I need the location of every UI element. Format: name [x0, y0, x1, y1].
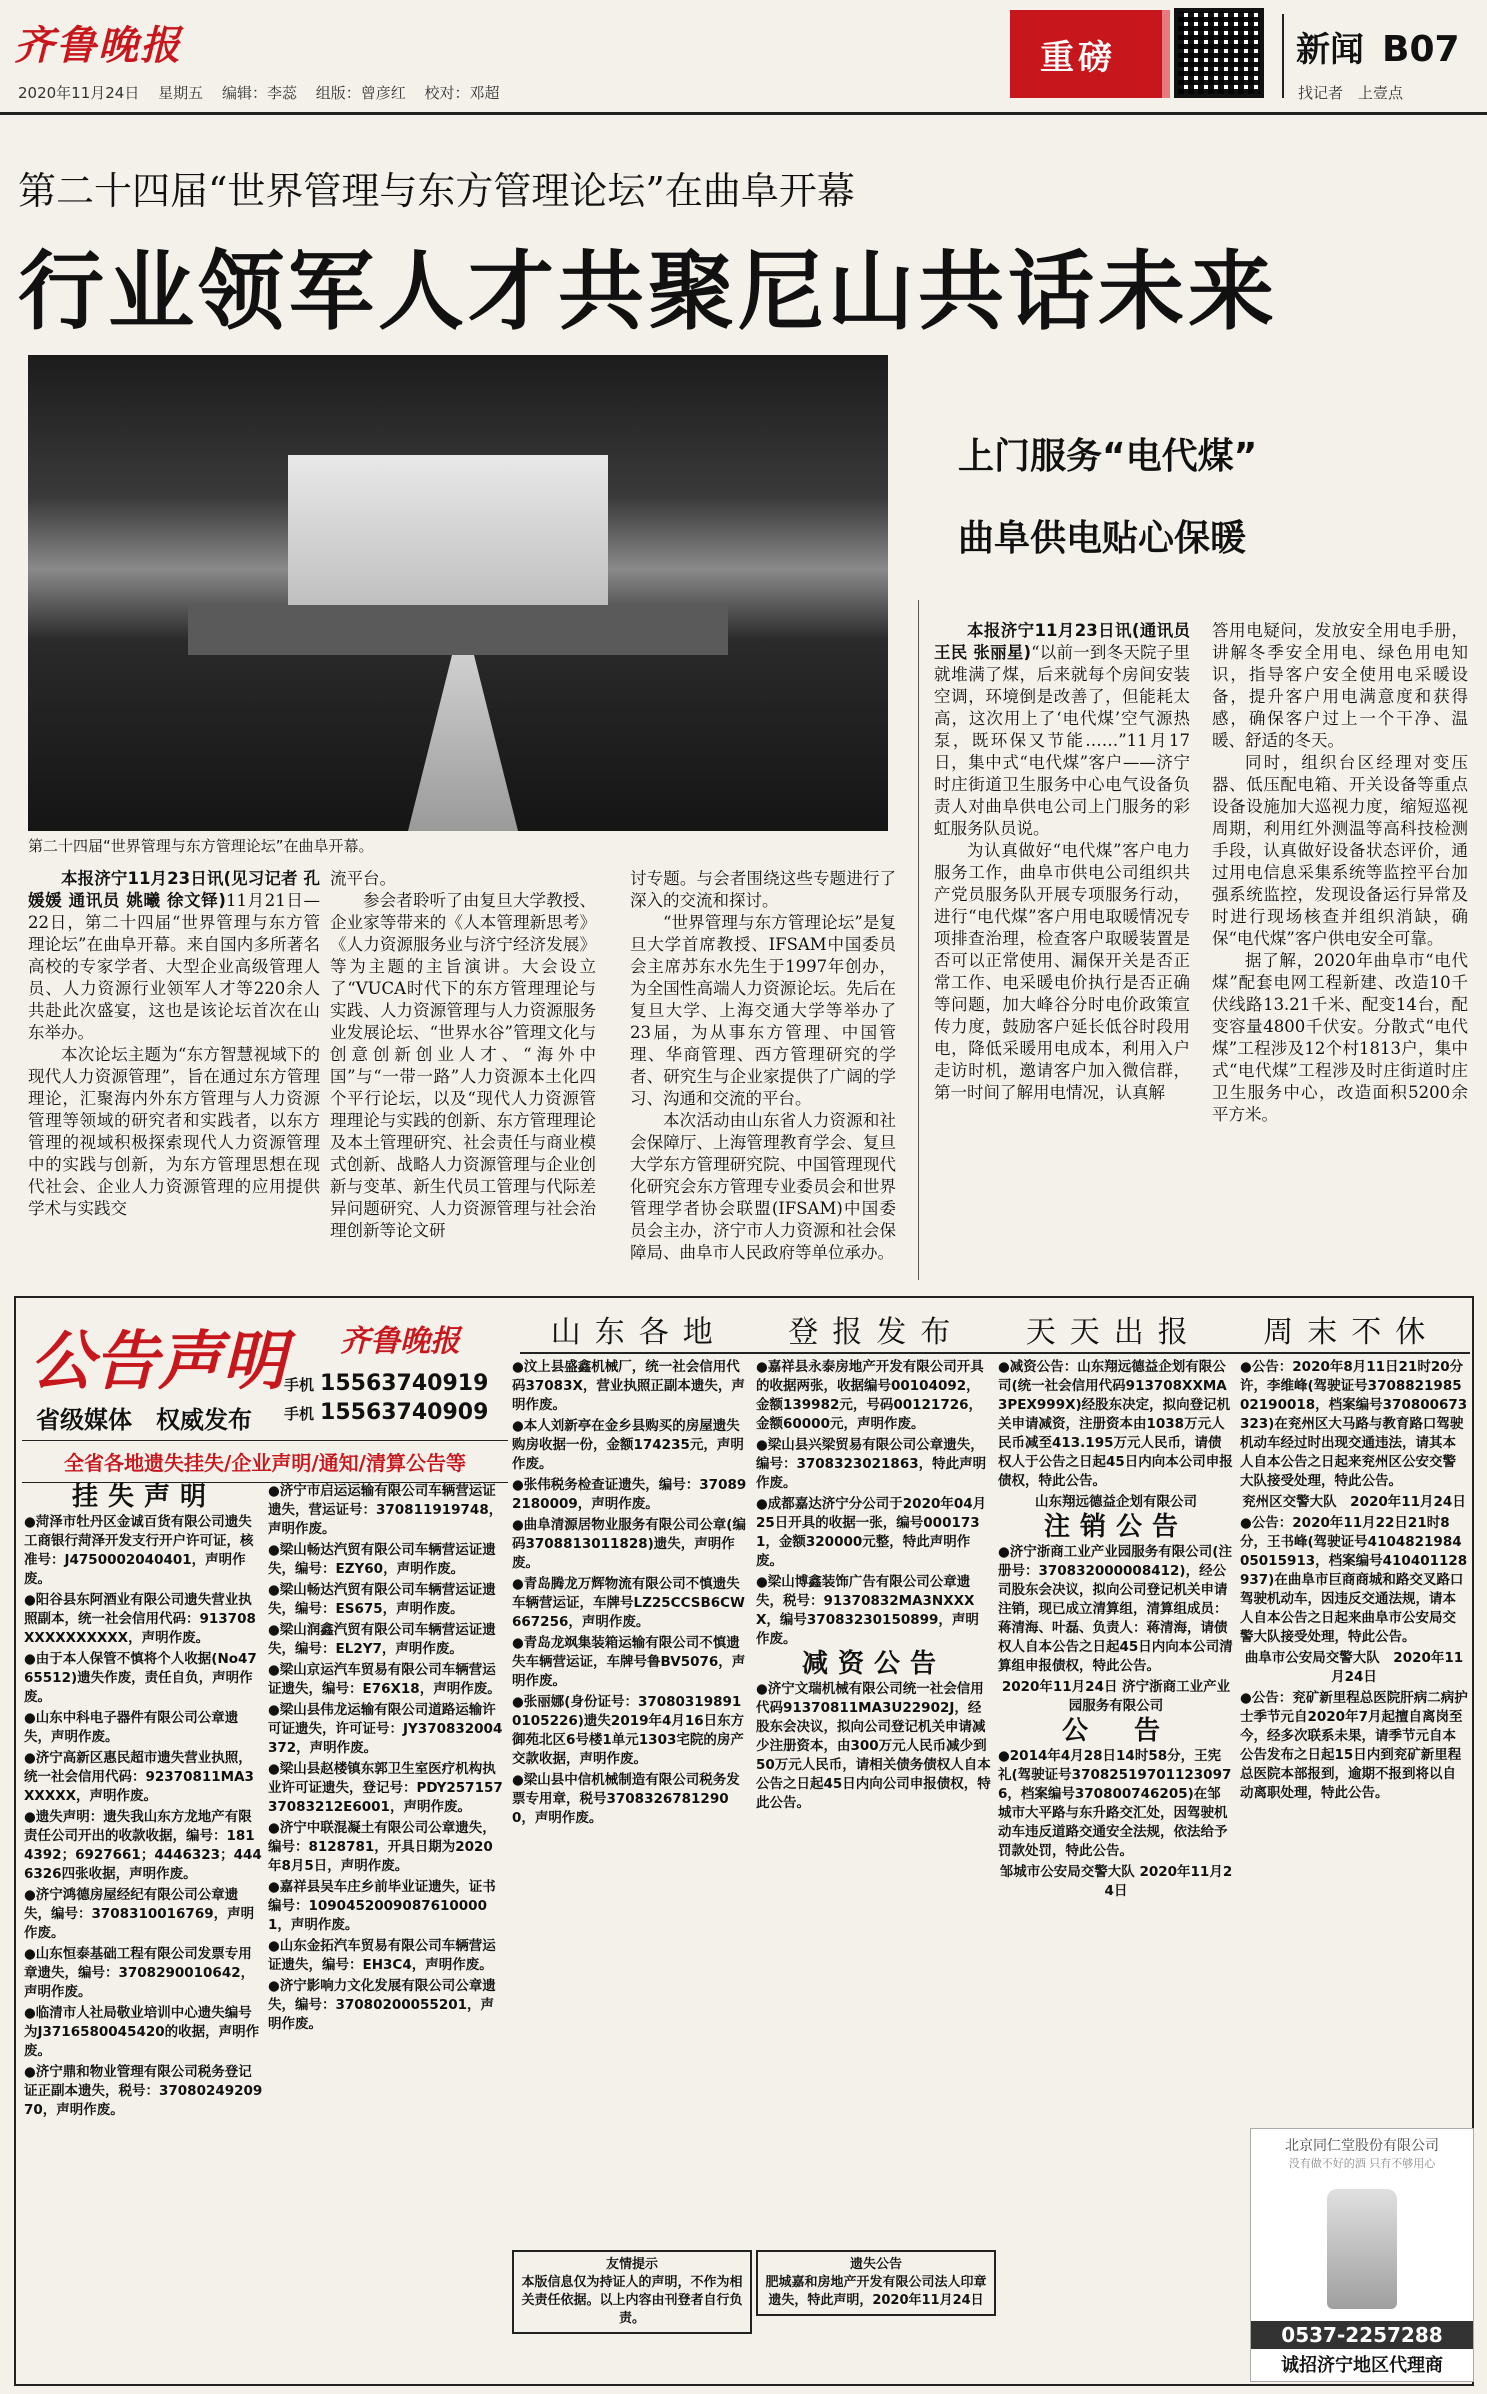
ad-item: ●梁山畅达汽贸有限公司车辆营运证遗失，编号：ES675，声明作废。	[268, 1582, 496, 1617]
side-col-2	[1212, 620, 1468, 1126]
classifieds-logo: 齐鲁晚报	[340, 1324, 460, 1359]
ad-item: ●济宁鼎和物业管理有限公司税务登记证正副本遗失，税号：3708024920970，声明作废。	[24, 2064, 263, 2118]
ad-item: ●济宁浙商工业产业园服务有限公司(注册号：370832000008412)，经公司股东会决议，拟向公司登记机关申请注销，现已成立清算组，清算组成员：蒋清海、叶磊、负责人：蒋清海，请债权人自本公告之日起45日内向本公司清算组申报债权，特此公告。	[998, 1544, 1233, 1674]
ad-item: ●汶上县盛鑫机械厂，统一社会信用代码37083X，营业执照正副本遗失，声明作废。	[512, 1359, 745, 1413]
side-title-2: 曲阜供电贴心保暖	[958, 518, 1247, 559]
liquor-ad-agent: 诚招济宁地区代理商	[1281, 2355, 1443, 2376]
ad-item: ●梁山润鑫汽贸有限公司车辆营运证遗失，编号：EL2Y7，声明作废。	[268, 1622, 496, 1657]
ad-item: ●曲阜清源居物业服务有限公司公章(编码3708813011828)遗失，声明作废。	[512, 1517, 746, 1571]
classifieds-title: 公告声明	[30, 1324, 286, 1399]
side-divider	[918, 600, 919, 1280]
band-item: 周末不休	[1263, 1315, 1440, 1350]
ad-item: ●张丽娜(身份证号：370803198910105226)遗失2019年4月16日东方御苑北区6号楼1单元1303宅院的房产交款收据，声明作废。	[512, 1694, 745, 1767]
lost-notice-title: 遗失公告	[849, 2257, 902, 2272]
ad-signature: 兖州区交警大队 2020年11月24日	[1242, 1494, 1466, 1510]
ad-item: ●济宁高新区惠民超市遗失营业执照，统一社会信用代码：92370811MA3XXXXX，声明作废。	[24, 1750, 254, 1804]
ad-item: ●嘉祥县吴车庄乡前毕业证遗失，证书编号：10904520090876100001，声明作废。	[268, 1879, 496, 1933]
ad-signature: 2020年11月24日 济宁浙商工业产业园服务有限公司	[1001, 1679, 1231, 1714]
issue-date: 2020年11月24日	[18, 84, 140, 102]
ad-item: ●济宁中联混凝土有限公司公章遗失，编号：8128781，开具日期为2020年8月5日，声明作废。	[268, 1820, 496, 1874]
notice-heading: 公 告	[1061, 1716, 1170, 1746]
ad-item: ●济宁鸿德房屋经纪有限公司公章遗失，编号：3708310016769，声明作废。	[24, 1887, 255, 1941]
forum-photo	[28, 355, 888, 831]
editor-credit: 编辑：李蕊	[221, 84, 297, 102]
bottle-icon	[1327, 2189, 1397, 2309]
side-title-1: 上门服务“电代煤”	[958, 436, 1258, 477]
ads-col-f	[1240, 1358, 1468, 1805]
ad-item: ●山东金拓汽车贸易有限公司车辆营运证遗失，编号：EH3C4，声明作废。	[268, 1938, 496, 1973]
header-divider	[1282, 14, 1284, 98]
ad-item: ●梁山县赵楼镇东郭卫生室医疗机构执业许可证遗失，登记号：PDY25715737083212E6001，声明作废。	[268, 1761, 503, 1815]
ad-item: ●减资公告：山东翔远德益企划有限公司(统一社会信用代码913708XXMA3PEX999X)经股东决定，拟向登记机关申请减资，注册资本由1038万元人民币减至413.195万元人民币，请债权人于公告之日起45日内向本公司申报债权，特此公告。	[998, 1359, 1233, 1489]
section-name: 新闻	[1296, 30, 1364, 70]
band-item: 登报发布	[788, 1315, 965, 1350]
ad-item: ●公告：2020年11月22日21时8分，王书峰(驾驶证号410482198405015913，档案编号410401128937)在曲阜市巨商商城和路交叉路口驾驶机动车，因违反交通法规，请本人自本公告之日起来曲阜市公安局交警大队接受处理，特此公告。	[1240, 1515, 1468, 1645]
ad-item: ●成都嘉达济宁分公司于2020年04月25日开具的收据一张，编号0001731，金额320000元整，特此声明作废。	[756, 1496, 987, 1569]
qr-code-icon[interactable]	[1174, 8, 1264, 98]
lead-text-3b: “世界管理与东方管理论坛”是复旦大学首席教授、IFSAM中国委员会主席苏东水先生于1997年创办，为全国性高端人力资源论坛。先后在复旦大学、上海交通大学等举办了23届，为从事东方管理、中国管理、华商管理、西方管理研究的学者、研究生与企业家提供了广阔的学习、沟通和交流的平台。	[630, 913, 896, 1108]
lead-text-2b: 参会者聆听了由复旦大学教授、企业家等带来的《人本管理新思考》《人力资源服务业与济宁经济发展》等为主题的主旨演讲。大会设立了“VUCA时代下的东方管理理论与实践、人力资源管理与人力资源服务业发展论坛、“世界水谷”管理文化与创意创新创业人才、“海外中国”与“一带一路”人力资源本土化四个平行论坛，以及“现代人力资源管理理论与实践的创新、东方管理理论及本土管理研究、社会责任与商业模式创新、战略人力资源管理与企业创新与变革、新生代员工管理与代际差异问题研究、人力资源管理与社会治理创新等论文研	[330, 891, 596, 1240]
ad-item: ●公告：兖矿新里程总医院肝病二病护士季节元自2020年7月起擅自离岗至今，经多次联系未果，请季节元自本公告发布之日起15日内到兖矿新里程总医院本部报到，逾期不报到将以自动离职处理，特此公告。	[1240, 1690, 1468, 1801]
lead-col-2	[330, 868, 596, 1242]
side-text-1b: 为认真做好“电代煤”客户电力服务工作，曲阜市供电公司组织共产党员服务队开展专项服务行动，进行“电代煤”客户用电取暖情况专项排查治理，检查客户取暖装置是否可以正常使用、漏保开关是否正常工作、电采暖电价执行是否正确等问题，加大峰谷分时电价政策宣传力度，鼓励客户延长低谷时段用电，降低采暖用电成本，利用入户走访时机，邀请客户加入微信群，第一时间了解用电情况，认真解	[934, 841, 1190, 1102]
ads-col-c	[512, 1358, 748, 1830]
classifieds-slogan: 省级媒体 权威发布	[36, 1406, 252, 1434]
ad-item: ●青岛腾龙万辉物流有限公司不慎遗失车辆营运证，车牌号LZ25CCSB6CW667256，声明作废。	[512, 1576, 745, 1630]
lead-text-2: 流平台。	[330, 869, 396, 888]
ad-item: ●梁山县中信机械制造有限公司税务发票专用章，税号37083267812900，声明作废。	[512, 1772, 740, 1826]
side-text-2c: 据了解，2020年曲阜市“电代煤”配套电网工程新建、改造10千伏线路13.21千米、配变14台，配变容量4800千伏安。分散式“电代煤”工程涉及12个村1813户，集中式“电代煤”工程涉及时庄街道时庄卫生服务中心，改造面积5200余平方米。	[1212, 951, 1468, 1124]
band-item: 山东各地	[550, 1315, 727, 1350]
page-number: B07	[1382, 29, 1460, 70]
liquor-ad	[1250, 2128, 1474, 2382]
photo-screen	[288, 455, 608, 615]
classifieds-phones	[284, 1370, 488, 1428]
ad-item: ●菏泽市牡丹区金诚百货有限公司遗失工商银行菏泽开发支行开户许可证，核准号：J4750002040401，声明作废。	[24, 1514, 254, 1587]
side-byline: 本报济宁11月23日讯(通讯员 王民 张丽星)	[934, 621, 1190, 662]
issue-weekday: 星期五	[158, 84, 204, 102]
ad-item: ●梁山畅达汽贸有限公司车辆营运证遗失，编号：EZY60，声明作废。	[268, 1542, 496, 1577]
lead-kicker: 第二十四届“世界管理与东方管理论坛”在曲阜开幕	[18, 169, 855, 213]
ad-item: ●梁山县兴梁贸易有限公司公章遗失，编号：3708323021863，特此声明作废。	[756, 1437, 987, 1491]
ad-item: ●青岛龙飒集装箱运输有限公司不慎遗失车辆营运证，车牌号鲁BV5076，声明作废。	[512, 1635, 746, 1689]
side-col-1	[934, 620, 1190, 1104]
friendly-tip-box	[512, 2250, 752, 2334]
photo-aisle	[408, 655, 518, 831]
ad-item: ●由于本人保管不慎将个人收据(No4765512)遗失作废，责任自负，声明作废。	[24, 1651, 257, 1705]
phone-2: 15563740909	[320, 1400, 489, 1425]
masthead-logo: 齐鲁晚报	[14, 22, 182, 69]
lead-text-3c: 本次活动由山东省人力资源和社会保障厅、上海管理教育学会、复旦大学东方管理研究院、中国管理现代化研究会东方管理专业委员会和世界管理学者协会联盟(IFSAM)中国委员会主办，济宁市人力资源和社会保障局、曲阜市人民政府等单位承办。	[630, 1111, 896, 1262]
ad-item: ●济宁文瑞机械有限公司统一社会信用代码91370811MA3U22902J，经股东会决议，拟向公司登记机关申请减少注册资本，由300万元人民币减少到50万元人民币，请相关债务债权人自本公告之日起45日内向公司申报债权，特此公告。	[756, 1681, 991, 1811]
band-item: 天天出报	[1025, 1315, 1202, 1350]
ad-item: ●本人刘新亭在金乡县购买的房屋遗失购房收据一份，金额174235元，声明作废。	[512, 1418, 744, 1472]
side-text-1: “以前一到冬天院子里就堆满了煤，后来就每个房间安装空调，环境倒是改善了，但能耗太高，这次用上了‘电代煤’空气源热泵，既环保又节能……”11月17日，集中式“电代煤”客户——济宁时庄街道卫生服务中心电气设备负责人对曲阜供电公司上门服务的彩虹服务队员说。	[934, 643, 1190, 838]
side-text-2: 答用电疑问，发放安全用电手册，讲解冬季安全用电、绿色用电知识，指导客户安全使用电采暖设备，提升客户用电满意度和获得感，确保客户过上一个干净、温暖、舒适的冬天。	[1212, 621, 1468, 750]
ad-item: ●梁山博鑫装饰广告有限公司公章遗失，税号：91370832MA3NXXXX，编号37083230150899，声明作废。	[756, 1574, 979, 1647]
phone-label-2: 手机	[284, 1405, 315, 1423]
liquor-ad-phone: 0537-2257288	[1251, 2321, 1473, 2349]
classifieds-services: 全省各地遗失挂失/企业声明/通知/清算公告等	[22, 1440, 508, 1483]
ad-item: ●嘉祥县永泰房地产开发有限公司开具的收据两张，收据编号00104092，金额139982元，号码00121726，金额60000元，声明作废。	[756, 1359, 984, 1432]
page-section	[1296, 22, 1460, 71]
ads-col-e	[998, 1358, 1234, 1903]
phone-1: 15563740919	[320, 1371, 489, 1396]
photo-stage	[188, 605, 728, 655]
lost-notice-box	[756, 2250, 996, 2316]
ads-col-a	[24, 1482, 264, 2122]
lead-byline: 本报济宁11月23日讯(见习记者 孔媛媛 通讯员 姚曦 徐文铎)	[28, 869, 320, 910]
ads-col-d	[756, 1358, 992, 1815]
issue-meta	[18, 82, 514, 103]
ad-item: ●山东恒泰基础工程有限公司发票专用章遗失，编号：3708290010642，声明作废。	[24, 1946, 255, 2000]
reporter-tagline: 找记者 上壹点	[1298, 84, 1404, 102]
lead-headline: 行业领军人才共聚尼山共话未来	[18, 242, 1278, 342]
ad-item: ●梁山京运汽车贸易有限公司车辆营运证遗失，编号：E76X18，声明作废。	[268, 1662, 501, 1697]
lead-text-1b: 本次论坛主题为“东方智慧视域下的现代人力资源管理”，旨在通过东方管理理论，汇聚海内外东方管理与人力资源管理等领域的研究者和实践者，以东方管理的视域积极探索现代人力资源管理中的实践与创新，为东方管理思想在现代社会、企业人力资源管理的应用提供学术与实践交	[28, 1045, 320, 1218]
ad-item: ●遗失声明：遗失我山东方龙地产有限责任公司开出的收款收据，编号：1814392；6927661；4446323；4446326四张收据，声明作废。	[24, 1809, 262, 1882]
lost-notice-text: 肥城嘉和房地产开发有限公司法人印章遗失，特此声明，2020年11月24日	[765, 2275, 987, 2308]
lead-col-3	[630, 868, 896, 1264]
lead-col-1	[28, 868, 320, 1220]
ad-item: ●山东中科电子器件有限公司公章遗失，声明作废。	[24, 1710, 239, 1745]
friendly-tip-title: 友情提示	[605, 2257, 658, 2272]
ads-col-b	[268, 1482, 504, 2036]
lead-text-1: 11月21日—22日，第二十四届“世界管理与东方管理论坛”在曲阜开幕。来自国内多所著名高校的专家学者、大型企业高级管理人员、人力资源行业领军人才等220余人共赴此次盛宴，这也是该论坛首次在山东举办。	[28, 891, 320, 1042]
classifieds-band	[520, 1306, 1470, 1354]
top-rule	[0, 112, 1487, 115]
ad-item: ●2014年4月28日14时58分，王宪礼(驾驶证号370825197011230976，档案编号370800746205)在邹城市大平路与东升路交汇处，因驾驶机动车违反道路交通安全法规，依法给予罚款处罚，特此公告。	[998, 1748, 1232, 1859]
ad-item: ●济宁市启运运输有限公司车辆营运证遗失，营运证号：370811919748，声明作废。	[268, 1483, 503, 1537]
proof-credit: 校对：邓超	[424, 84, 500, 102]
ad-item: ●阳谷县东阿酒业有限公司遗失营业执照副本，统一社会信用代码：913708XXXXXXXXXX，声明作废。	[24, 1592, 256, 1646]
ad-signature: 山东翔远德益企划有限公司	[1035, 1494, 1197, 1510]
phone-label-1: 手机	[284, 1376, 315, 1394]
friendly-tip-text: 本版信息仅为持证人的声明，不作为相关责任依据。以上内容由刊登者自行负责。	[521, 2275, 743, 2326]
cancellation-heading: 注销公告	[1043, 1512, 1188, 1542]
liquor-ad-brand: 北京同仁堂股份有限公司	[1285, 2138, 1439, 2154]
ad-signature: 曲阜市公安局交警大队 2020年11月24日	[1244, 1650, 1464, 1685]
photo-caption: 第二十四届“世界管理与东方管理论坛”在曲阜开幕。	[28, 837, 374, 855]
ad-item: ●济宁影响力文化发展有限公司公章遗失，编号：37080200055201，声明作废。	[268, 1978, 496, 2032]
ad-item: ●梁山县伟龙运输有限公司道路运输许可证遗失，许可证号：JY370832004372，声明作废。	[268, 1702, 503, 1756]
lead-text-3: 讨专题。与会者围绕这些专题进行了深入的交流和探讨。	[630, 869, 896, 910]
side-text-2b: 同时，组织台区经理对变压器、低压配电箱、开关设备等重点设备设施加大巡视力度，缩短巡视周期，利用红外测温等高科技检测手段，认真做好设备状态评价，通过用电信息采集系统等监控平台加强系统监控，发现设备运行异常及时进行现场核查并组织消缺，确保“电代煤”客户供电安全可靠。	[1212, 753, 1468, 948]
lost-heading: 挂失声明	[71, 1482, 216, 1512]
liquor-ad-tagline: 没有做不好的酒 只有不够用心	[1288, 2157, 1436, 2170]
layout-credit: 组版：曾彦红	[315, 84, 406, 102]
ad-item: ●张伟税务检查证遗失，编号：370892180009，声明作废。	[512, 1477, 747, 1512]
capital-reduction-heading: 减资公告	[801, 1649, 946, 1679]
ad-item: ●临清市人社局敬业培训中心遗失编号为J3716580045420的收据，声明作废。	[24, 2005, 260, 2059]
section-flag: 重磅	[1040, 38, 1116, 78]
ad-item: ●公告：2020年8月11日21时20分许，李维峰(驾驶证号370882198502190018，档案编号370800673323)在兖州区大马路与教育路口驾驶机动车经过时出现交通违法，请其本人自本公告之日起来兖州区公安交警大队接受处理，特此公告。	[1240, 1359, 1468, 1489]
ad-signature: 邹城市公安局交警大队 2020年11月24日	[999, 1864, 1233, 1899]
